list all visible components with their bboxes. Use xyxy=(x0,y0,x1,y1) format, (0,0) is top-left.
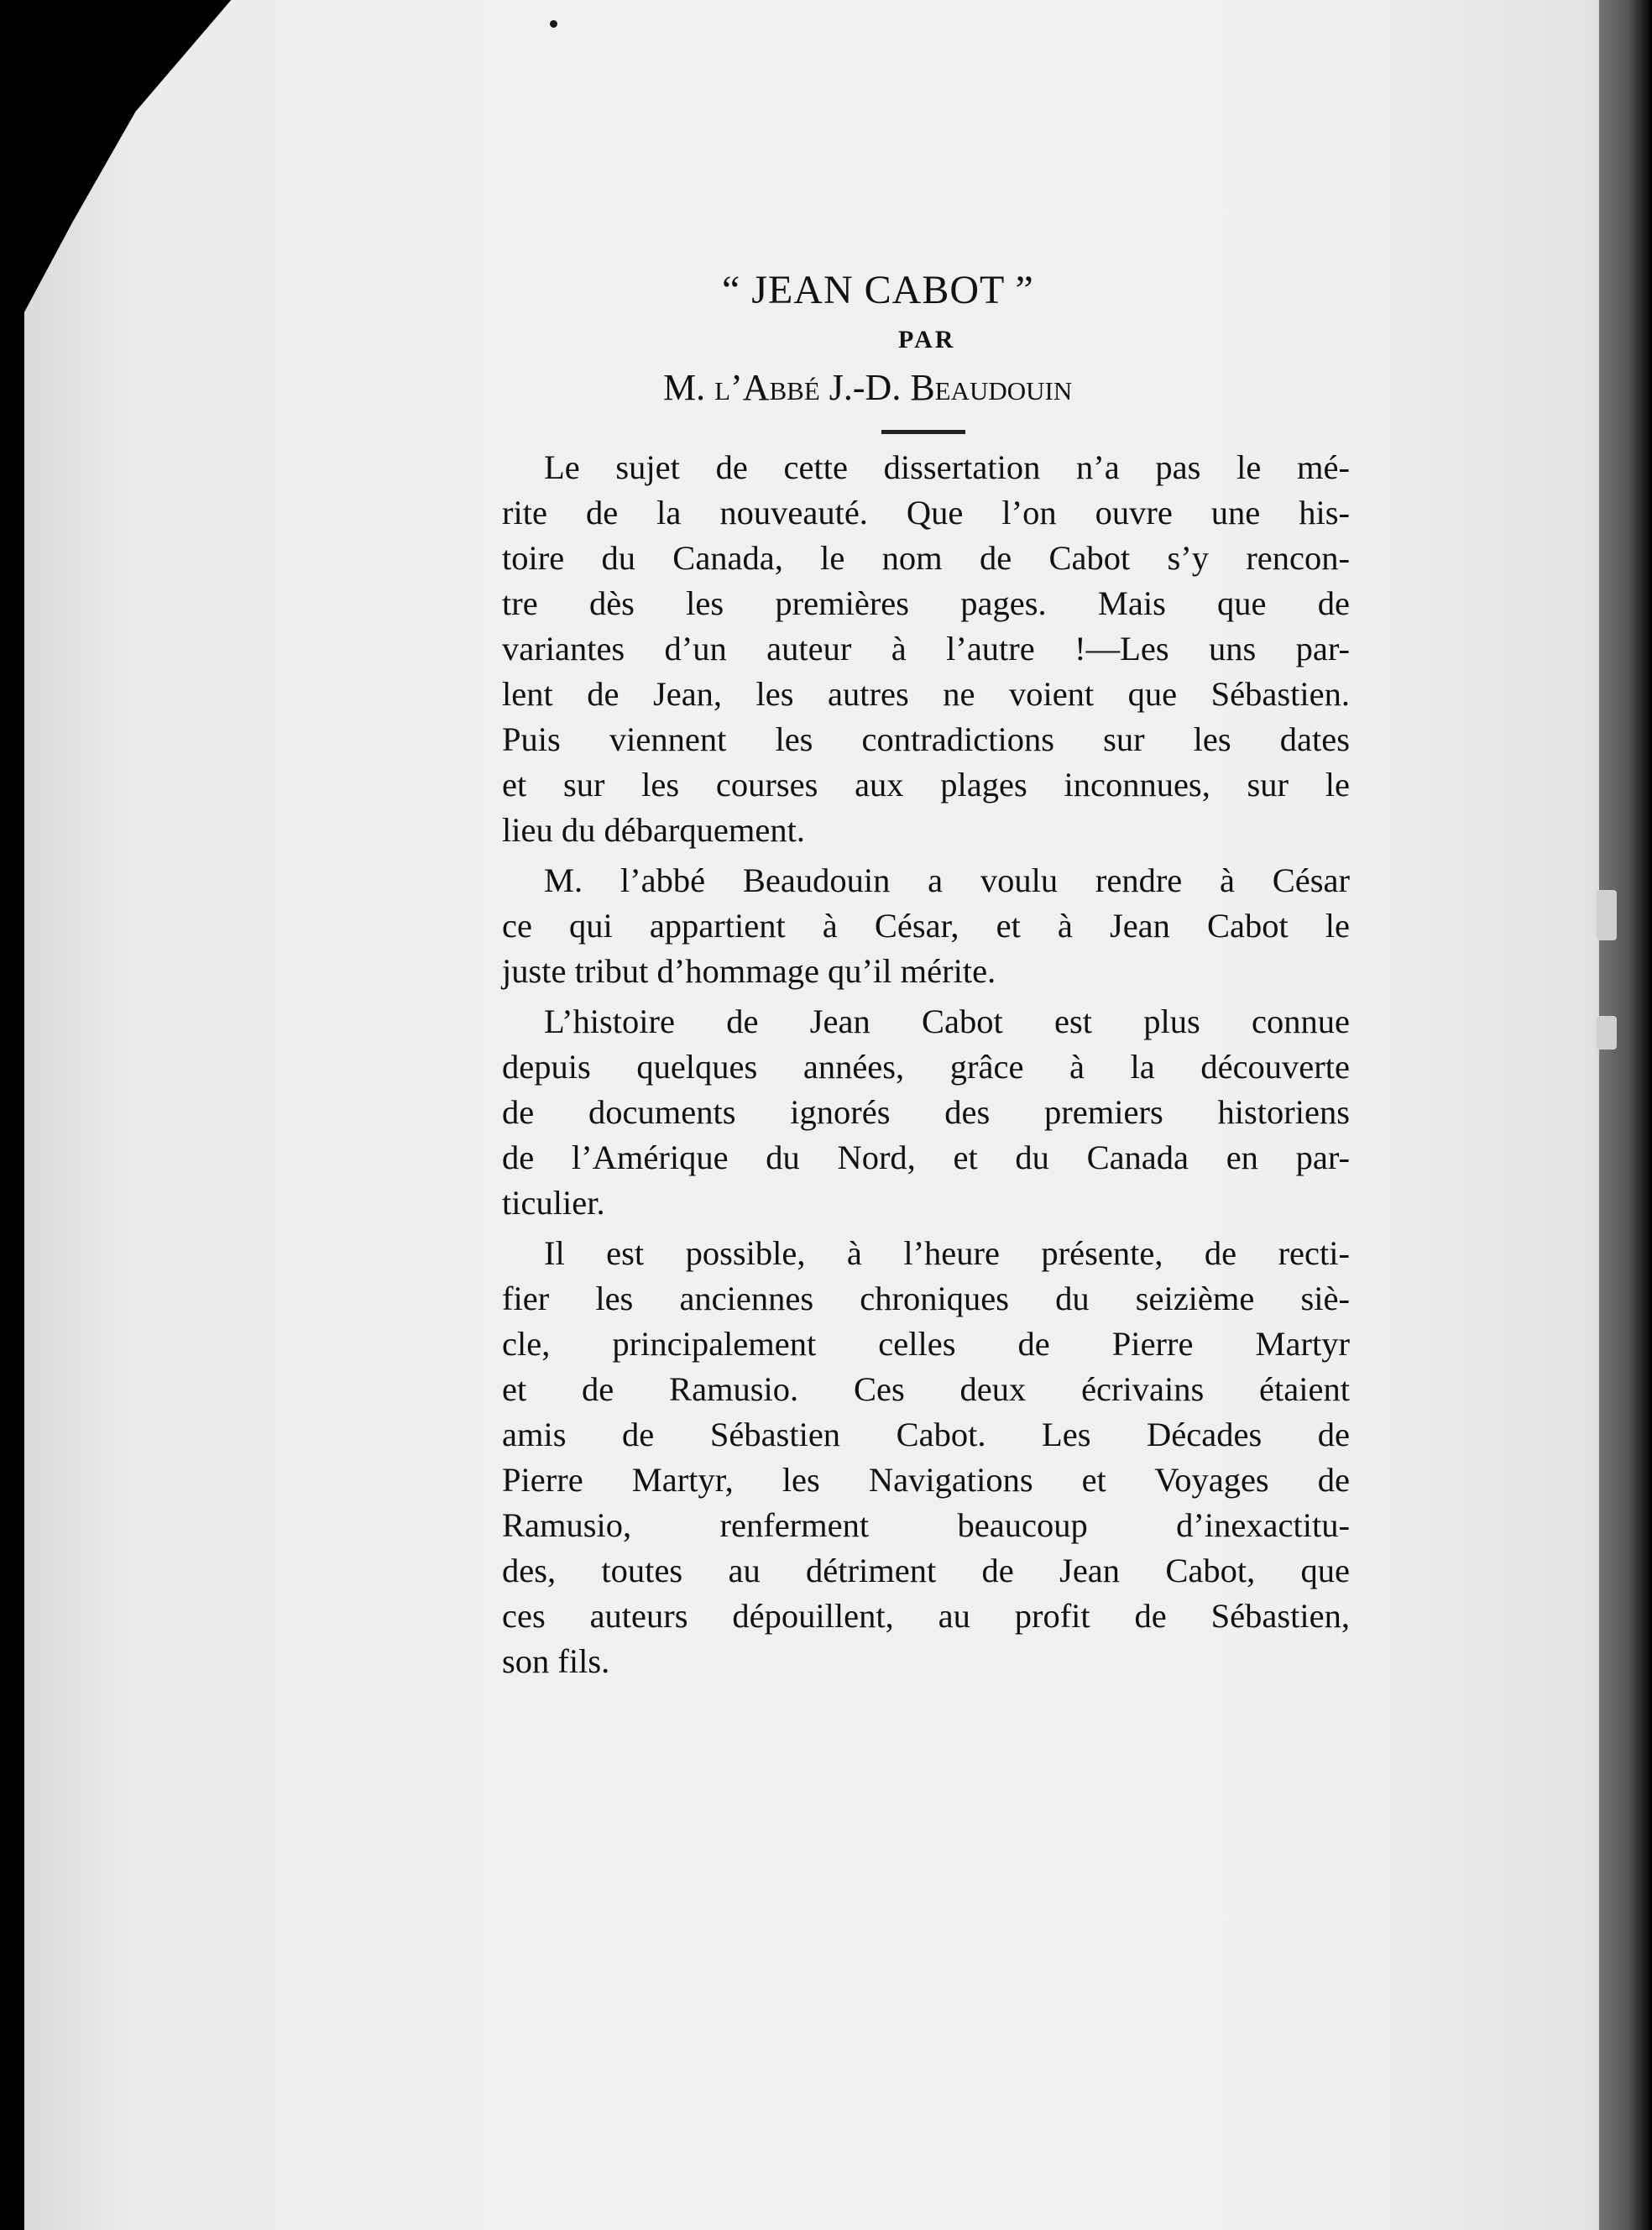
text-line: Ramusio, renferment beaucoup d’inexactitu- xyxy=(502,1506,1350,1544)
text-line: Le sujet de cette dissertation n’a pas le mé- xyxy=(544,448,1350,486)
text-line: M. l’abbé Beaudouin a voulu rendre à César xyxy=(544,861,1350,899)
text-line: depuis quelques années, grâce à la découverte xyxy=(502,1048,1350,1086)
paragraph xyxy=(502,999,1350,1226)
text-line: ces auteurs dépouillent, au profit de Sébastien, xyxy=(502,1597,1350,1635)
body-text xyxy=(502,445,1350,1689)
text-line: ticulier. xyxy=(502,1184,605,1222)
text-line: Pierre Martyr, les Navigations et Voyages de xyxy=(502,1461,1350,1499)
text-line: amis de Sébastien Cabot. Les Décades de xyxy=(502,1416,1350,1453)
text-line: Puis viennent les contradictions sur les dates xyxy=(502,720,1350,758)
author-name: M. l’Abbé J.-D. Beaudouin xyxy=(663,367,1073,408)
text-line: lieu du débarquement. xyxy=(502,811,805,849)
paragraph xyxy=(502,858,1350,994)
text-line: des, toutes au détriment de Jean Cabot, que xyxy=(502,1552,1350,1589)
ink-dot xyxy=(550,20,557,28)
text-line: Il est possible, à l’heure présente, de recti- xyxy=(544,1234,1350,1272)
margin-mark xyxy=(1597,1016,1617,1050)
text-line: cle, principalement celles de Pierre Martyr xyxy=(502,1325,1350,1363)
text-line: L’histoire de Jean Cabot est plus connue xyxy=(544,1002,1350,1040)
text-line: lent de Jean, les autres ne voient que Sébastien. xyxy=(502,675,1350,713)
text-line: tre dès les premières pages. Mais que de xyxy=(502,584,1350,622)
byline-par: PAR xyxy=(898,326,956,353)
text-line: son fils. xyxy=(502,1642,610,1680)
title-rule xyxy=(881,430,965,434)
margin-mark xyxy=(1597,890,1617,940)
text-line: ce qui appartient à César, et à Jean Cabot le xyxy=(502,907,1350,945)
document-title: “ JEAN CABOT ” xyxy=(722,268,1034,312)
text-line: et de Ramusio. Ces deux écrivains étaient xyxy=(502,1370,1350,1408)
text-line: variantes d’un auteur à l’autre !—Les uns par- xyxy=(502,630,1350,667)
text-line: fier les anciennes chroniques du seizième siè- xyxy=(502,1280,1350,1317)
text-line: de documents ignorés des premiers historiens xyxy=(502,1093,1350,1131)
paragraph xyxy=(502,445,1350,853)
text-line: juste tribut d’hommage qu’il mérite. xyxy=(502,952,996,990)
text-line: rite de la nouveauté. Que l’on ouvre une his- xyxy=(502,494,1350,531)
paragraph xyxy=(502,1231,1350,1684)
text-line: toire du Canada, le nom de Cabot s’y rencon- xyxy=(502,539,1350,577)
text-line: de l’Amérique du Nord, et du Canada en par- xyxy=(502,1139,1350,1176)
page-edge-shadow xyxy=(1593,0,1652,2230)
text-line: et sur les courses aux plages inconnues, sur le xyxy=(502,766,1350,804)
